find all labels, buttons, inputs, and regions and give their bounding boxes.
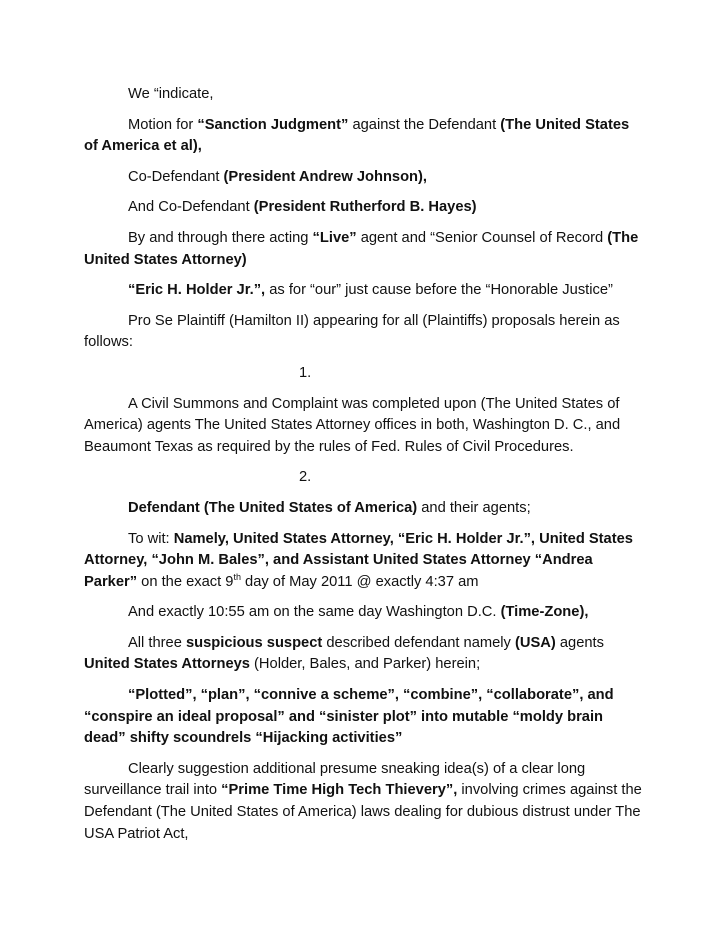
bold-run: (President Andrew Johnson), xyxy=(223,168,427,185)
text-run: Motion for xyxy=(128,116,198,133)
paragraph xyxy=(84,602,644,624)
text-run: We “indicate, xyxy=(128,86,214,102)
paragraph xyxy=(84,84,644,106)
bold-run: Namely, United States Attorney, “Eric H. Holder Jr.”, United States Attorney, “John M. Bales”, and Assistant United States Attorney “Andrea Parker” xyxy=(84,530,633,590)
text-run: All three xyxy=(128,634,186,651)
section-number: 1. xyxy=(299,364,312,381)
paragraph xyxy=(84,280,644,302)
text-run: as for “our” just cause before the “Honorable Justice” xyxy=(265,282,613,299)
paragraph xyxy=(84,498,644,520)
paragraph xyxy=(84,115,644,158)
paragraph xyxy=(84,529,644,594)
text-run: agent and “Senior Counsel of Record xyxy=(356,229,608,246)
document-body xyxy=(84,84,644,854)
paragraph xyxy=(84,167,644,189)
bold-run: (The United States of America et al), xyxy=(84,116,630,155)
paragraph xyxy=(84,759,644,845)
bold-run: “Prime Time High Tech Thievery”, xyxy=(221,782,458,799)
text-run: Co-Defendant xyxy=(128,168,224,185)
bold-run: “Live” xyxy=(312,229,357,246)
paragraph xyxy=(84,394,644,459)
text-run: And exactly 10:55 am on the same day Washington D.C. xyxy=(128,604,501,621)
paragraph xyxy=(84,311,644,354)
bold-run: (Time-Zone), xyxy=(500,604,589,621)
text-run: against the Defendant xyxy=(348,116,501,133)
text-run: involving crimes against the Defendant (The United States of America) laws dealing for dubious distrust under The USA Patriot Act, xyxy=(84,782,642,842)
text-run: A Civil Summons and Complaint was completed upon (The United States of America) agents The United States Attorney offices in both, Washington D. C., and Beaumont Texas as required by the rules of Fed. Rules of Civil Procedures. xyxy=(84,395,621,455)
bold-run: (The United States Attorney) xyxy=(84,229,639,268)
bold-run: United States Attorneys xyxy=(84,656,250,673)
section-number: 2. xyxy=(299,469,312,486)
text-run: And Co-Defendant xyxy=(128,199,254,216)
bold-run: (President Rutherford B. Hayes) xyxy=(253,199,477,216)
text-run: (Holder, Bales, and Parker) herein; xyxy=(249,656,481,673)
text-run: day of May 2011 @ exactly 4:37 am xyxy=(240,573,479,590)
paragraph xyxy=(84,228,644,271)
text-run: Clearly suggestion additional presume sneaking idea(s) of a clear long surveillance trail into xyxy=(84,760,586,799)
bold-run: “Plotted”, “plan”, “connive a scheme”, “combine”, “collaborate”, and “conspire an ideal proposal” and “sinister plot” into mutable “moldy brain dead” shifty scoundrels “Hijacking activities” xyxy=(84,687,614,747)
paragraph xyxy=(84,197,644,219)
superscript: th xyxy=(233,571,241,582)
text-run: described defendant namely xyxy=(322,634,515,651)
text-run: To wit: xyxy=(128,530,174,547)
bold-run: (USA) xyxy=(514,634,556,651)
text-run: Pro Se Plaintiff (Hamilton II) appearing for all (Plaintiffs) proposals herein as follows: xyxy=(84,312,620,351)
text-run: and their agents; xyxy=(417,499,531,516)
text-run: By and through there acting xyxy=(128,229,313,246)
text-run: agents xyxy=(555,634,604,651)
bold-run: “Sanction Judgment” xyxy=(197,116,349,133)
bold-run: suspicious suspect xyxy=(185,634,323,651)
bold-run: “Eric H. Holder Jr.”, xyxy=(128,282,266,299)
paragraph xyxy=(84,685,644,750)
bold-run: Defendant (The United States of America) xyxy=(128,499,418,516)
text-run: on the exact 9 xyxy=(137,573,234,590)
paragraph xyxy=(84,633,644,676)
